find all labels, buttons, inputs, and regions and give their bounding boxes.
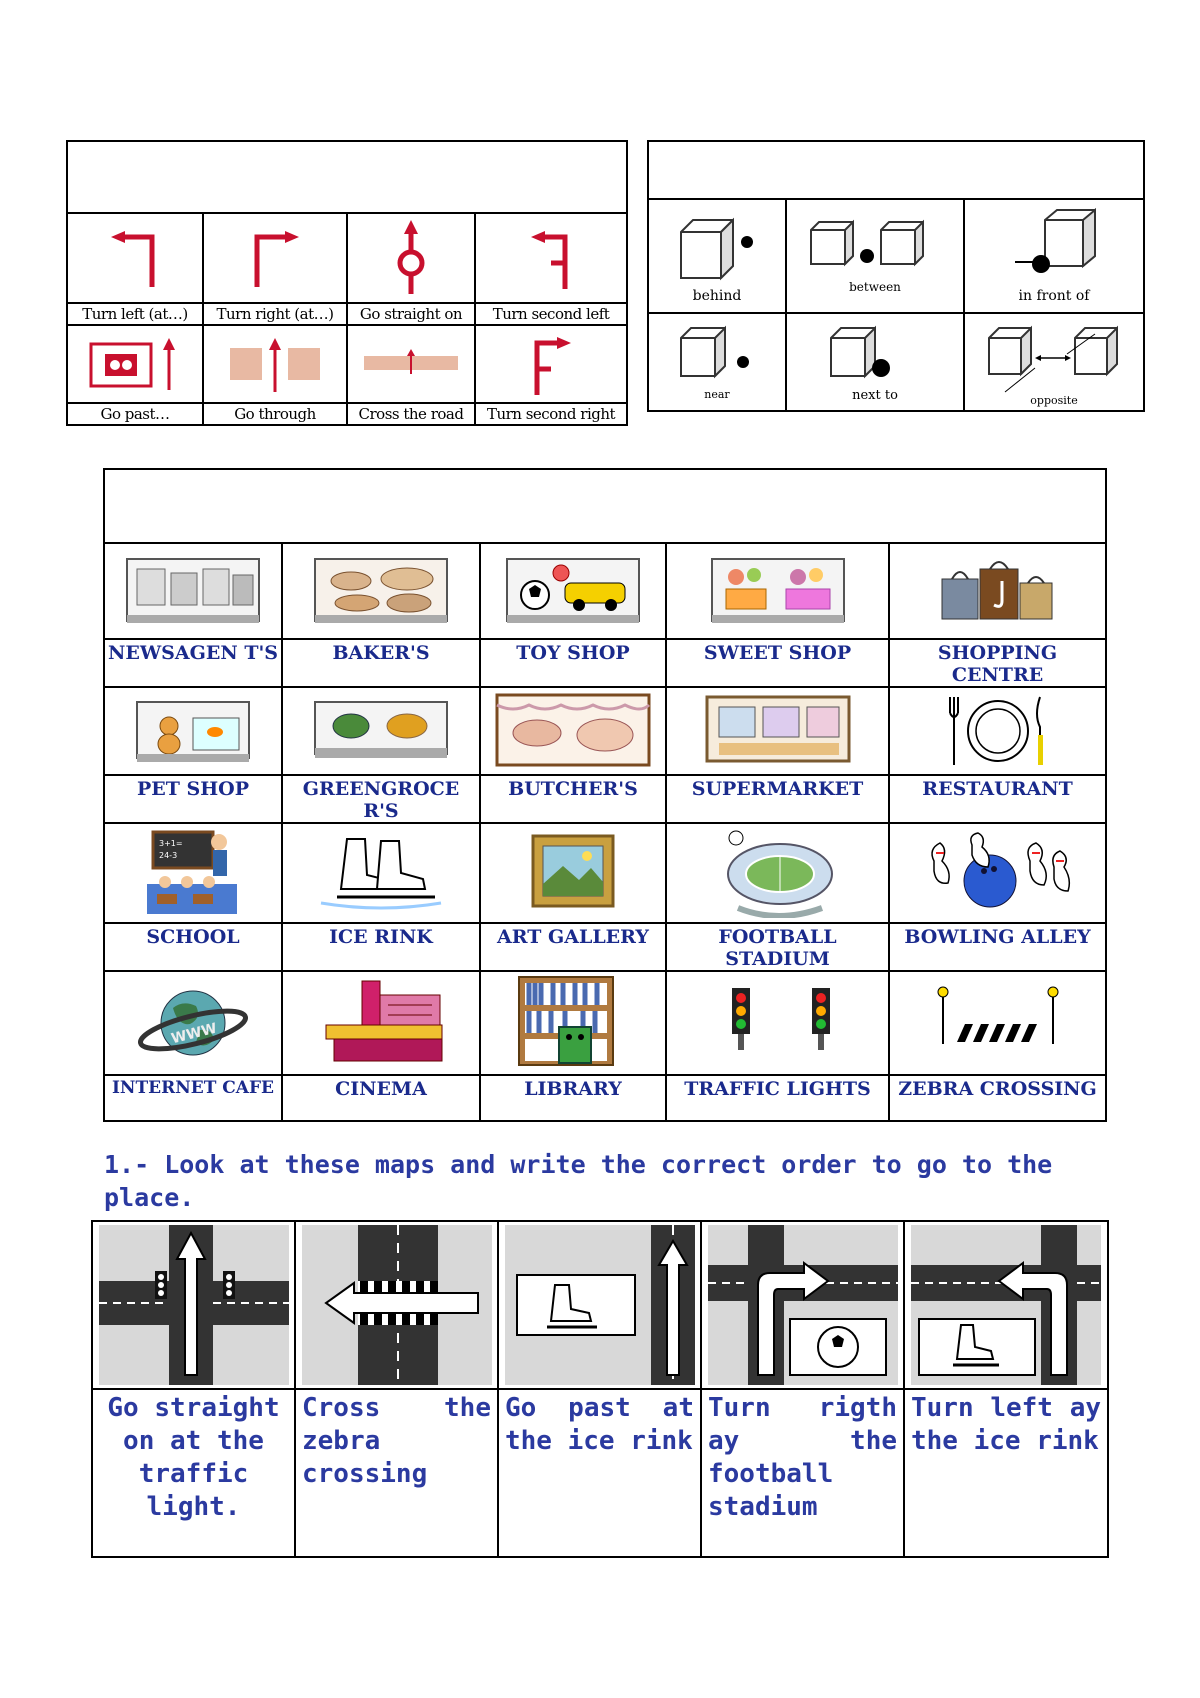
map-traffic-lights: [92, 1221, 295, 1389]
exercise-table: [91, 1220, 1109, 1558]
near-cell: [648, 313, 786, 411]
framed-picture-icon: [480, 823, 666, 923]
go-past-icon: [67, 325, 203, 403]
shopping-bags-icon: [889, 543, 1106, 639]
directions-title: [67, 141, 627, 213]
place-label: CINEMA: [282, 1075, 480, 1121]
bookshelf-icon: [480, 971, 666, 1075]
opposite-cell: [964, 313, 1144, 411]
bowling-icon: [889, 823, 1106, 923]
supermarket-icon: [666, 687, 889, 775]
place-label: TOY SHOP: [480, 639, 666, 687]
svg-text:3+1=: 3+1=: [159, 839, 183, 848]
turn-right-icon: [203, 213, 347, 303]
label-go-past: Go past…: [67, 403, 203, 425]
prepositions-title: [648, 141, 1144, 199]
label-opposite: opposite: [1030, 394, 1078, 407]
label-cross-road: Cross the road: [347, 403, 475, 425]
sweet-shop-icon: [666, 543, 889, 639]
place-label: SWEET SHOP: [666, 639, 889, 687]
place-label: SUPERMARKET: [666, 775, 889, 823]
in-front-of-cell: [964, 199, 1144, 313]
place-label: ICE RINK: [282, 923, 480, 971]
map-ice-rink: [498, 1221, 701, 1389]
exercise-instruction: 1.- Look at these maps and write the correct order to go to the place.: [104, 1150, 1053, 1212]
place-label: PET SHOP: [104, 775, 282, 823]
directions-table: [66, 140, 628, 426]
place-label: INTERNET CAFE: [104, 1075, 282, 1121]
zebra-crossing-icon: [889, 971, 1106, 1075]
greengrocer-icon: [282, 687, 480, 775]
label-next-to: next to: [852, 388, 898, 403]
label-turn-right: Turn right (at…): [203, 303, 347, 325]
answer-4: Turn rigth ay the football stadium: [701, 1389, 904, 1557]
place-label: NEWSAGEN T'S: [104, 639, 282, 687]
butcher-icon: [480, 687, 666, 775]
pet-shop-icon: [104, 687, 282, 775]
answer-5: Turn left ay the ice rink: [904, 1389, 1108, 1557]
svg-text:WWW: WWW: [169, 1020, 219, 1048]
plate-cutlery-icon: [889, 687, 1106, 775]
label-near: near: [704, 388, 730, 401]
cross-road-icon: [347, 325, 475, 403]
prepositions-table: [647, 140, 1145, 412]
places-table: [103, 468, 1107, 1122]
label-turn-second-left: Turn second left: [475, 303, 627, 325]
stadium-icon: [666, 823, 889, 923]
svg-text:24-3: 24-3: [159, 851, 178, 860]
cinema-building-icon: [282, 971, 480, 1075]
map-football-stadium: [701, 1221, 904, 1389]
turn-second-left-icon: [475, 213, 627, 303]
between-cell: [786, 199, 964, 313]
go-straight-icon: [347, 213, 475, 303]
place-label: BAKER'S: [282, 639, 480, 687]
traffic-lights-icon: [666, 971, 889, 1075]
place-label: LIBRARY: [480, 1075, 666, 1121]
map-zebra-crossing: [295, 1221, 498, 1389]
in-front-of-icon: [1015, 206, 1135, 286]
place-label: GREENGROCE R'S: [282, 775, 480, 823]
newsagent-shop-icon: [104, 543, 282, 639]
map-ice-rink-left: [904, 1221, 1108, 1389]
toy-shop-icon: [480, 543, 666, 639]
answer-2: Cross the zebra crossing: [295, 1389, 498, 1557]
next-to-icon: [817, 322, 937, 392]
ice-skates-icon: [282, 823, 480, 923]
turn-left-icon: [67, 213, 203, 303]
place-label: BUTCHER'S: [480, 775, 666, 823]
place-label: BOWLING ALLEY: [889, 923, 1106, 971]
label-turn-second-right: Turn second right: [475, 403, 627, 425]
label-behind: behind: [692, 288, 742, 304]
label-go-through: Go through: [203, 403, 347, 425]
label-turn-left: Turn left (at…): [67, 303, 203, 325]
behind-icon: [671, 210, 761, 290]
answer-3: Go past at the ice rink: [498, 1389, 701, 1557]
go-through-icon: [203, 325, 347, 403]
near-icon: [675, 322, 765, 392]
behind-cell: [648, 199, 786, 313]
bakery-icon: [282, 543, 480, 639]
place-label: ART GALLERY: [480, 923, 666, 971]
place-label: RESTAURANT: [889, 775, 1106, 823]
answer-1: Go straight on at the traffic light.: [92, 1389, 295, 1557]
label-go-straight: Go straight on: [347, 303, 475, 325]
place-label: SHOPPING CENTRE: [889, 639, 1106, 687]
place-label: FOOTBALL STADIUM: [666, 923, 889, 971]
opposite-icon: [975, 320, 1135, 396]
between-icon: [805, 214, 945, 284]
place-label: TRAFFIC LIGHTS: [666, 1075, 889, 1121]
www-globe-icon: [104, 971, 282, 1075]
place-label: ZEBRA CROSSING: [889, 1075, 1106, 1121]
classroom-icon: [104, 823, 282, 923]
place-label: SCHOOL: [104, 923, 282, 971]
turn-second-right-icon: [475, 325, 627, 403]
label-in-front-of: in front of: [1018, 288, 1090, 304]
places-title: [104, 469, 1106, 543]
label-between: between: [849, 280, 901, 294]
next-to-cell: [786, 313, 964, 411]
